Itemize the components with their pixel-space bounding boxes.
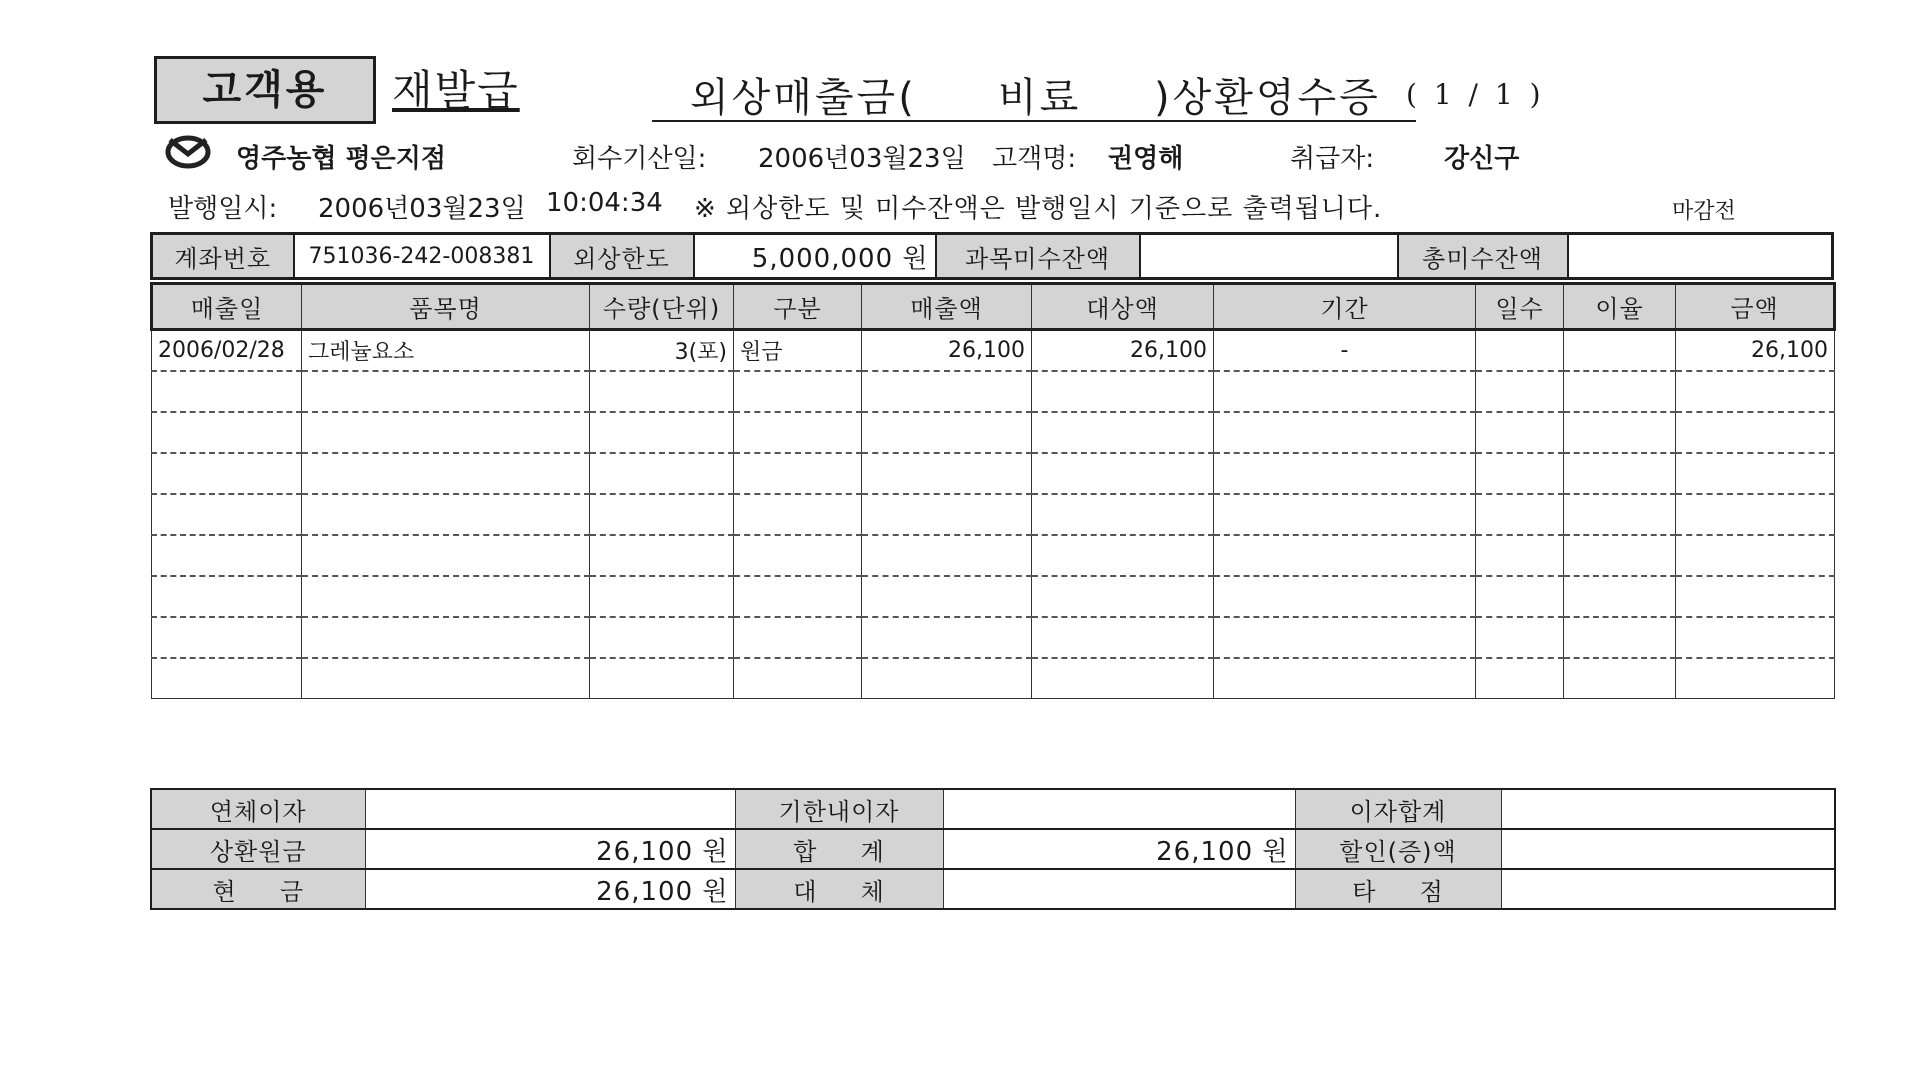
cell-sale-amount [862, 453, 1032, 494]
issue-date: 2006년03월23일 [318, 194, 526, 224]
cell-category [734, 576, 862, 617]
transfer-label: 대 체 [735, 869, 943, 909]
cell-item-name: 그레뉼요소 [302, 330, 590, 371]
cell-item-name [302, 412, 590, 453]
in-term-interest-label: 기한내이자 [735, 789, 943, 829]
issue-label: 발행일시: [168, 194, 278, 224]
cell-sale-amount [862, 535, 1032, 576]
cell-category [734, 658, 862, 699]
table-row [152, 617, 1835, 658]
cell-days [1476, 535, 1564, 576]
cell-period [1214, 535, 1476, 576]
cell-period: - [1214, 330, 1476, 371]
cell-category [734, 453, 862, 494]
cell-category [734, 494, 862, 535]
principal-value: 26,100 원 [365, 829, 735, 869]
table-row [152, 576, 1835, 617]
title-suffix: )상환영수증 [1154, 75, 1381, 121]
cell-rate [1564, 617, 1676, 658]
cell-amount [1676, 658, 1835, 699]
copy-type-box [154, 56, 376, 124]
cell-sale-date [152, 412, 302, 453]
col-header-rate: 이율 [1564, 284, 1676, 330]
cell-sale-amount [862, 371, 1032, 412]
cell-days [1476, 658, 1564, 699]
items-table [150, 282, 1836, 699]
cell-sale-amount [862, 658, 1032, 699]
cell-sale-amount [862, 412, 1032, 453]
handler-name: 강신구 [1444, 144, 1520, 174]
total-balance-value [1568, 234, 1833, 279]
page-indicator: ( 1 / 1 ) [1406, 78, 1545, 111]
cell-amount [1676, 576, 1835, 617]
overdue-interest-value [365, 789, 735, 829]
credit-limit-value: 5,000,000 원 [694, 234, 936, 279]
cell-quantity [590, 412, 734, 453]
cell-days [1476, 330, 1564, 371]
subject-balance-value [1140, 234, 1398, 279]
receipt-title [652, 62, 1416, 122]
cell-amount: 26,100 [1676, 330, 1835, 371]
cell-rate [1564, 371, 1676, 412]
col-header-amount: 금액 [1676, 284, 1835, 330]
transfer-value [943, 869, 1295, 909]
col-header-period: 기간 [1214, 284, 1476, 330]
cell-target-amount: 26,100 [1032, 330, 1214, 371]
cell-sale-date [152, 658, 302, 699]
principal-label: 상환원금 [151, 829, 365, 869]
cash-value: 26,100 원 [365, 869, 735, 909]
cell-period [1214, 576, 1476, 617]
cell-period [1214, 412, 1476, 453]
cell-amount [1676, 371, 1835, 412]
copy-type-label: 고객용 [202, 67, 328, 113]
cell-quantity [590, 371, 734, 412]
cash-label: 현 금 [151, 869, 365, 909]
cell-quantity [590, 658, 734, 699]
cell-days [1476, 576, 1564, 617]
discount-label: 할인(증)액 [1295, 829, 1501, 869]
cell-category [734, 535, 862, 576]
table-row [152, 535, 1835, 576]
cell-quantity [590, 453, 734, 494]
subject-balance-label: 과목미수잔액 [936, 234, 1140, 279]
cell-sale-date [152, 576, 302, 617]
cell-quantity: 3(포) [590, 330, 734, 371]
cell-days [1476, 453, 1564, 494]
cell-sale-date [152, 494, 302, 535]
cell-amount [1676, 453, 1835, 494]
cell-rate [1564, 535, 1676, 576]
cell-rate [1564, 330, 1676, 371]
customer-label: 고객명: [992, 144, 1077, 174]
base-date-label: 회수기산일: [572, 144, 707, 174]
cell-rate [1564, 494, 1676, 535]
title-prefix: 외상매출금( [690, 75, 917, 121]
cell-target-amount [1032, 576, 1214, 617]
cell-period [1214, 371, 1476, 412]
cell-sale-amount [862, 494, 1032, 535]
col-header-target-amount: 대상액 [1032, 284, 1214, 330]
cell-item-name [302, 371, 590, 412]
col-header-sale-amount: 매출액 [862, 284, 1032, 330]
col-header-category: 구분 [734, 284, 862, 330]
cell-days [1476, 617, 1564, 658]
branch-name: 영주농협 평은지점 [236, 144, 446, 174]
cell-quantity [590, 576, 734, 617]
cell-sale-date [152, 371, 302, 412]
col-header-days: 일수 [1476, 284, 1564, 330]
cell-category: 원금 [734, 330, 862, 371]
cell-rate [1564, 412, 1676, 453]
customer-name: 권영해 [1108, 144, 1184, 174]
discount-value [1501, 829, 1835, 869]
cell-period [1214, 658, 1476, 699]
cell-item-name [302, 658, 590, 699]
cell-category [734, 617, 862, 658]
items-header-row [152, 284, 1835, 330]
cell-sale-date [152, 535, 302, 576]
reissue-label: 재발급 [392, 66, 520, 115]
cell-target-amount [1032, 412, 1214, 453]
table-row [152, 494, 1835, 535]
cell-amount [1676, 617, 1835, 658]
cell-item-name [302, 453, 590, 494]
cell-quantity [590, 494, 734, 535]
cell-sale-amount [862, 576, 1032, 617]
cell-sale-amount: 26,100 [862, 330, 1032, 371]
nh-logo [164, 134, 212, 170]
cell-amount [1676, 494, 1835, 535]
cell-target-amount [1032, 617, 1214, 658]
overdue-interest-label: 연체이자 [151, 789, 365, 829]
other-branch-value [1501, 869, 1835, 909]
table-row [152, 658, 1835, 699]
sum-label: 합 계 [735, 829, 943, 869]
sum-value: 26,100 원 [943, 829, 1295, 869]
cell-days [1476, 371, 1564, 412]
cell-days [1476, 412, 1564, 453]
cell-item-name [302, 494, 590, 535]
in-term-interest-value [943, 789, 1295, 829]
account-number-label: 계좌번호 [152, 234, 294, 279]
cell-target-amount [1032, 494, 1214, 535]
base-date: 2006년03월23일 [758, 144, 966, 174]
cell-period [1214, 453, 1476, 494]
cell-rate [1564, 453, 1676, 494]
interest-total-value [1501, 789, 1835, 829]
cell-sale-amount [862, 617, 1032, 658]
cell-target-amount [1032, 453, 1214, 494]
cell-target-amount [1032, 658, 1214, 699]
status-label: 마감전 [1672, 199, 1736, 224]
cell-amount [1676, 412, 1835, 453]
cell-sale-date [152, 453, 302, 494]
other-branch-label: 타 점 [1295, 869, 1501, 909]
title-item: 비료 [998, 75, 1082, 121]
issue-notice: ※ 외상한도 및 미수잔액은 발행일시 기준으로 출력됩니다. [694, 194, 1383, 224]
cell-quantity [590, 535, 734, 576]
credit-limit-label: 외상한도 [550, 234, 694, 279]
cell-category [734, 371, 862, 412]
cell-item-name [302, 535, 590, 576]
cell-item-name [302, 576, 590, 617]
account-number: 751036-242-008381 [294, 234, 550, 279]
cell-target-amount [1032, 535, 1214, 576]
cell-sale-date [152, 617, 302, 658]
cell-rate [1564, 576, 1676, 617]
account-table [150, 232, 1834, 280]
interest-total-label: 이자합계 [1295, 789, 1501, 829]
col-header-quantity: 수량(단위) [590, 284, 734, 330]
col-header-sale-date: 매출일 [152, 284, 302, 330]
cell-days [1476, 494, 1564, 535]
cell-period [1214, 494, 1476, 535]
total-balance-label: 총미수잔액 [1398, 234, 1568, 279]
cell-amount [1676, 535, 1835, 576]
handler-label: 취급자: [1290, 144, 1375, 174]
table-row [152, 371, 1835, 412]
cell-quantity [590, 617, 734, 658]
table-row [152, 330, 1835, 371]
issue-time: 10:04:34 [546, 188, 663, 218]
table-row [152, 453, 1835, 494]
summary-table [150, 788, 1836, 910]
col-header-item-name: 품목명 [302, 284, 590, 330]
cell-item-name [302, 617, 590, 658]
cell-sale-date: 2006/02/28 [152, 330, 302, 371]
cell-period [1214, 617, 1476, 658]
cell-rate [1564, 658, 1676, 699]
table-row [152, 412, 1835, 453]
cell-target-amount [1032, 371, 1214, 412]
cell-category [734, 412, 862, 453]
